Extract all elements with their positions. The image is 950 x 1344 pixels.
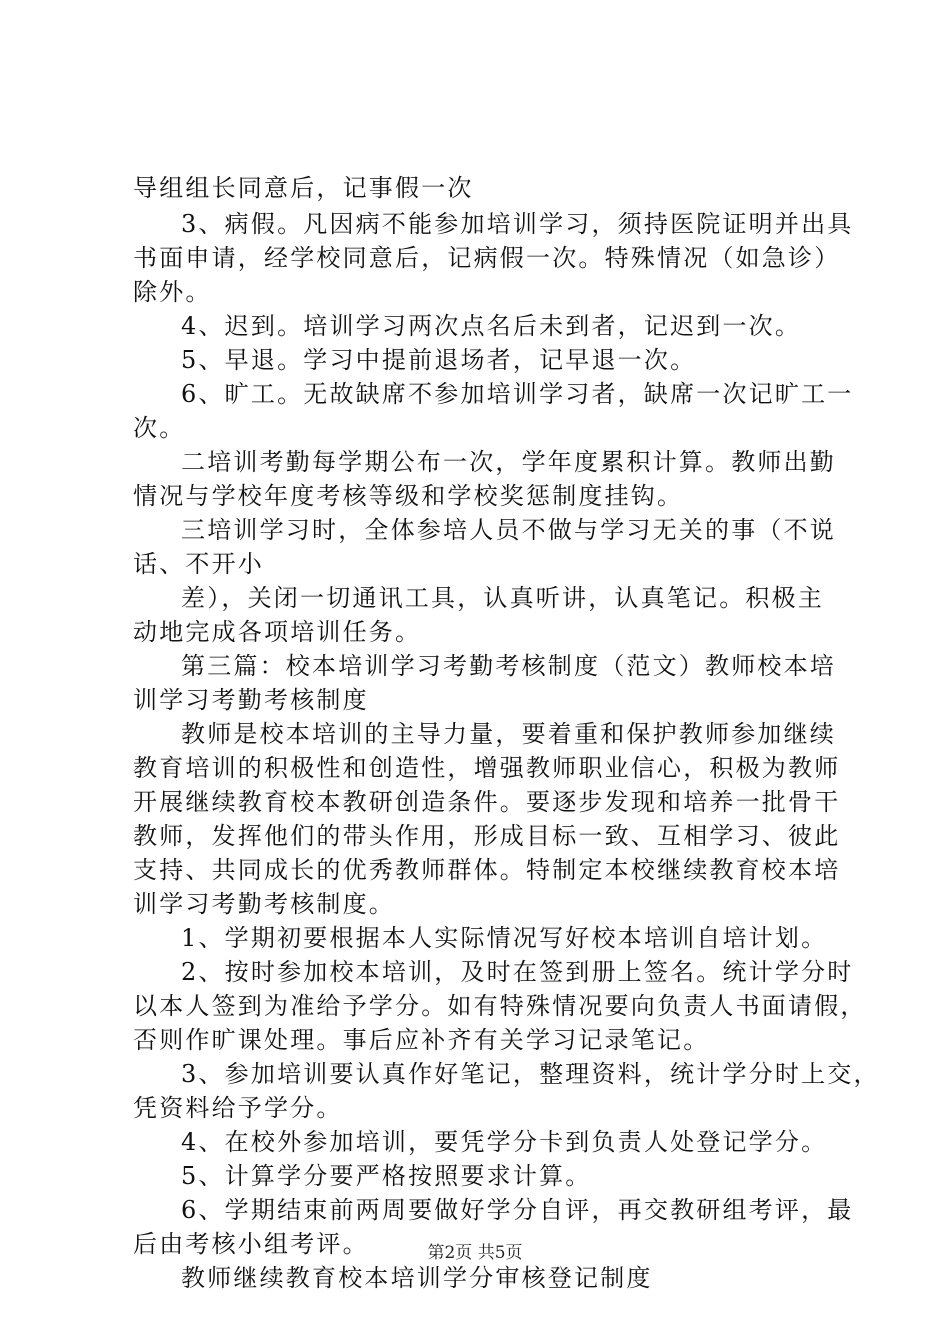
text-line: 支持、共同成长的优秀教师群体。特制定本校继续教育校本培 — [133, 856, 841, 884]
text-line: 3、参加培训要认真作好笔记，整理资料，统计学分时上交， — [181, 1060, 880, 1088]
text-line: 4、在校外参加培训，要凭学分卡到负责人处登记学分。 — [181, 1128, 828, 1156]
text-line: 6、旷工。无故缺席不参加培训学习者，缺席一次记旷工一 — [181, 380, 854, 408]
text-line: 1、学期初要根据本人实际情况写好校本培训自培计划。 — [181, 924, 828, 952]
text-line: 书面申请，经学校同意后，记病假一次。特殊情况（如急诊） — [133, 244, 841, 272]
page-number: 第2页 共5页 — [427, 1243, 523, 1263]
text-line: 二培训考勤每学期公布一次，学年度累积计算。教师出勤 — [181, 448, 836, 476]
text-line: 训学习考勤考核制度。 — [133, 890, 395, 918]
text-line: 6、学期结束前两周要做好学分自评，再交教研组考评，最 — [181, 1196, 854, 1224]
text-line: 差），关闭一切通讯工具，认真听讲，认真笔记。积极主 — [181, 584, 824, 612]
text-line: 5、早退。学习中提前退场者，记早退一次。 — [181, 346, 697, 374]
text-line: 4、迟到。培训学习两次点名后未到者，记迟到一次。 — [181, 312, 802, 340]
text-line: 教师，发挥他们的带头作用，形成目标一致、互相学习、彼此 — [133, 822, 841, 850]
text-line: 后由考核小组考评。 — [133, 1230, 369, 1258]
text-line: 除外。 — [133, 278, 212, 306]
text-line: 次。 — [133, 414, 186, 442]
text-line: 话、不开小 — [133, 550, 264, 578]
section-heading: 第三篇：校本培训学习考勤考核制度（范文）教师校本培 — [181, 652, 836, 680]
text-line: 教育培训的积极性和创造性，增强教师职业信心，积极为教师 — [133, 754, 841, 782]
text-line: 否则作旷课处理。事后应补齐有关学习记录笔记。 — [133, 1026, 710, 1054]
text-line: 2、按时参加校本培训，及时在签到册上签名。统计学分时 — [181, 958, 854, 986]
text-line: 5、计算学分要严格按照要求计算。 — [181, 1162, 592, 1190]
text-line: 以本人签到为准给予学分。如有特殊情况要向负责人书面请假， — [133, 992, 867, 1020]
text-line: 情况与学校年度考核等级和学校奖惩制度挂钩。 — [133, 482, 684, 510]
text-line: 3、病假。凡因病不能参加培训学习，须持医院证明并出具 — [181, 210, 854, 238]
section-heading: 训学习考勤考核制度 — [133, 686, 369, 714]
section-heading: 教师继续教育校本培训学分审核登记制度 — [181, 1264, 653, 1292]
text-line: 凭资料给予学分。 — [133, 1094, 343, 1122]
text-line: 教师是校本培训的主导力量，要着重和保护教师参加继续 — [181, 720, 836, 748]
text-line: 开展继续教育校本教研创造条件。要逐步发现和培养一批骨干 — [133, 788, 841, 816]
text-line: 导组组长同意后，记事假一次 — [133, 174, 474, 202]
text-line: 动地完成各项培训任务。 — [133, 618, 422, 646]
text-line: 三培训学习时，全体参培人员不做与学习无关的事（不说 — [181, 516, 836, 544]
